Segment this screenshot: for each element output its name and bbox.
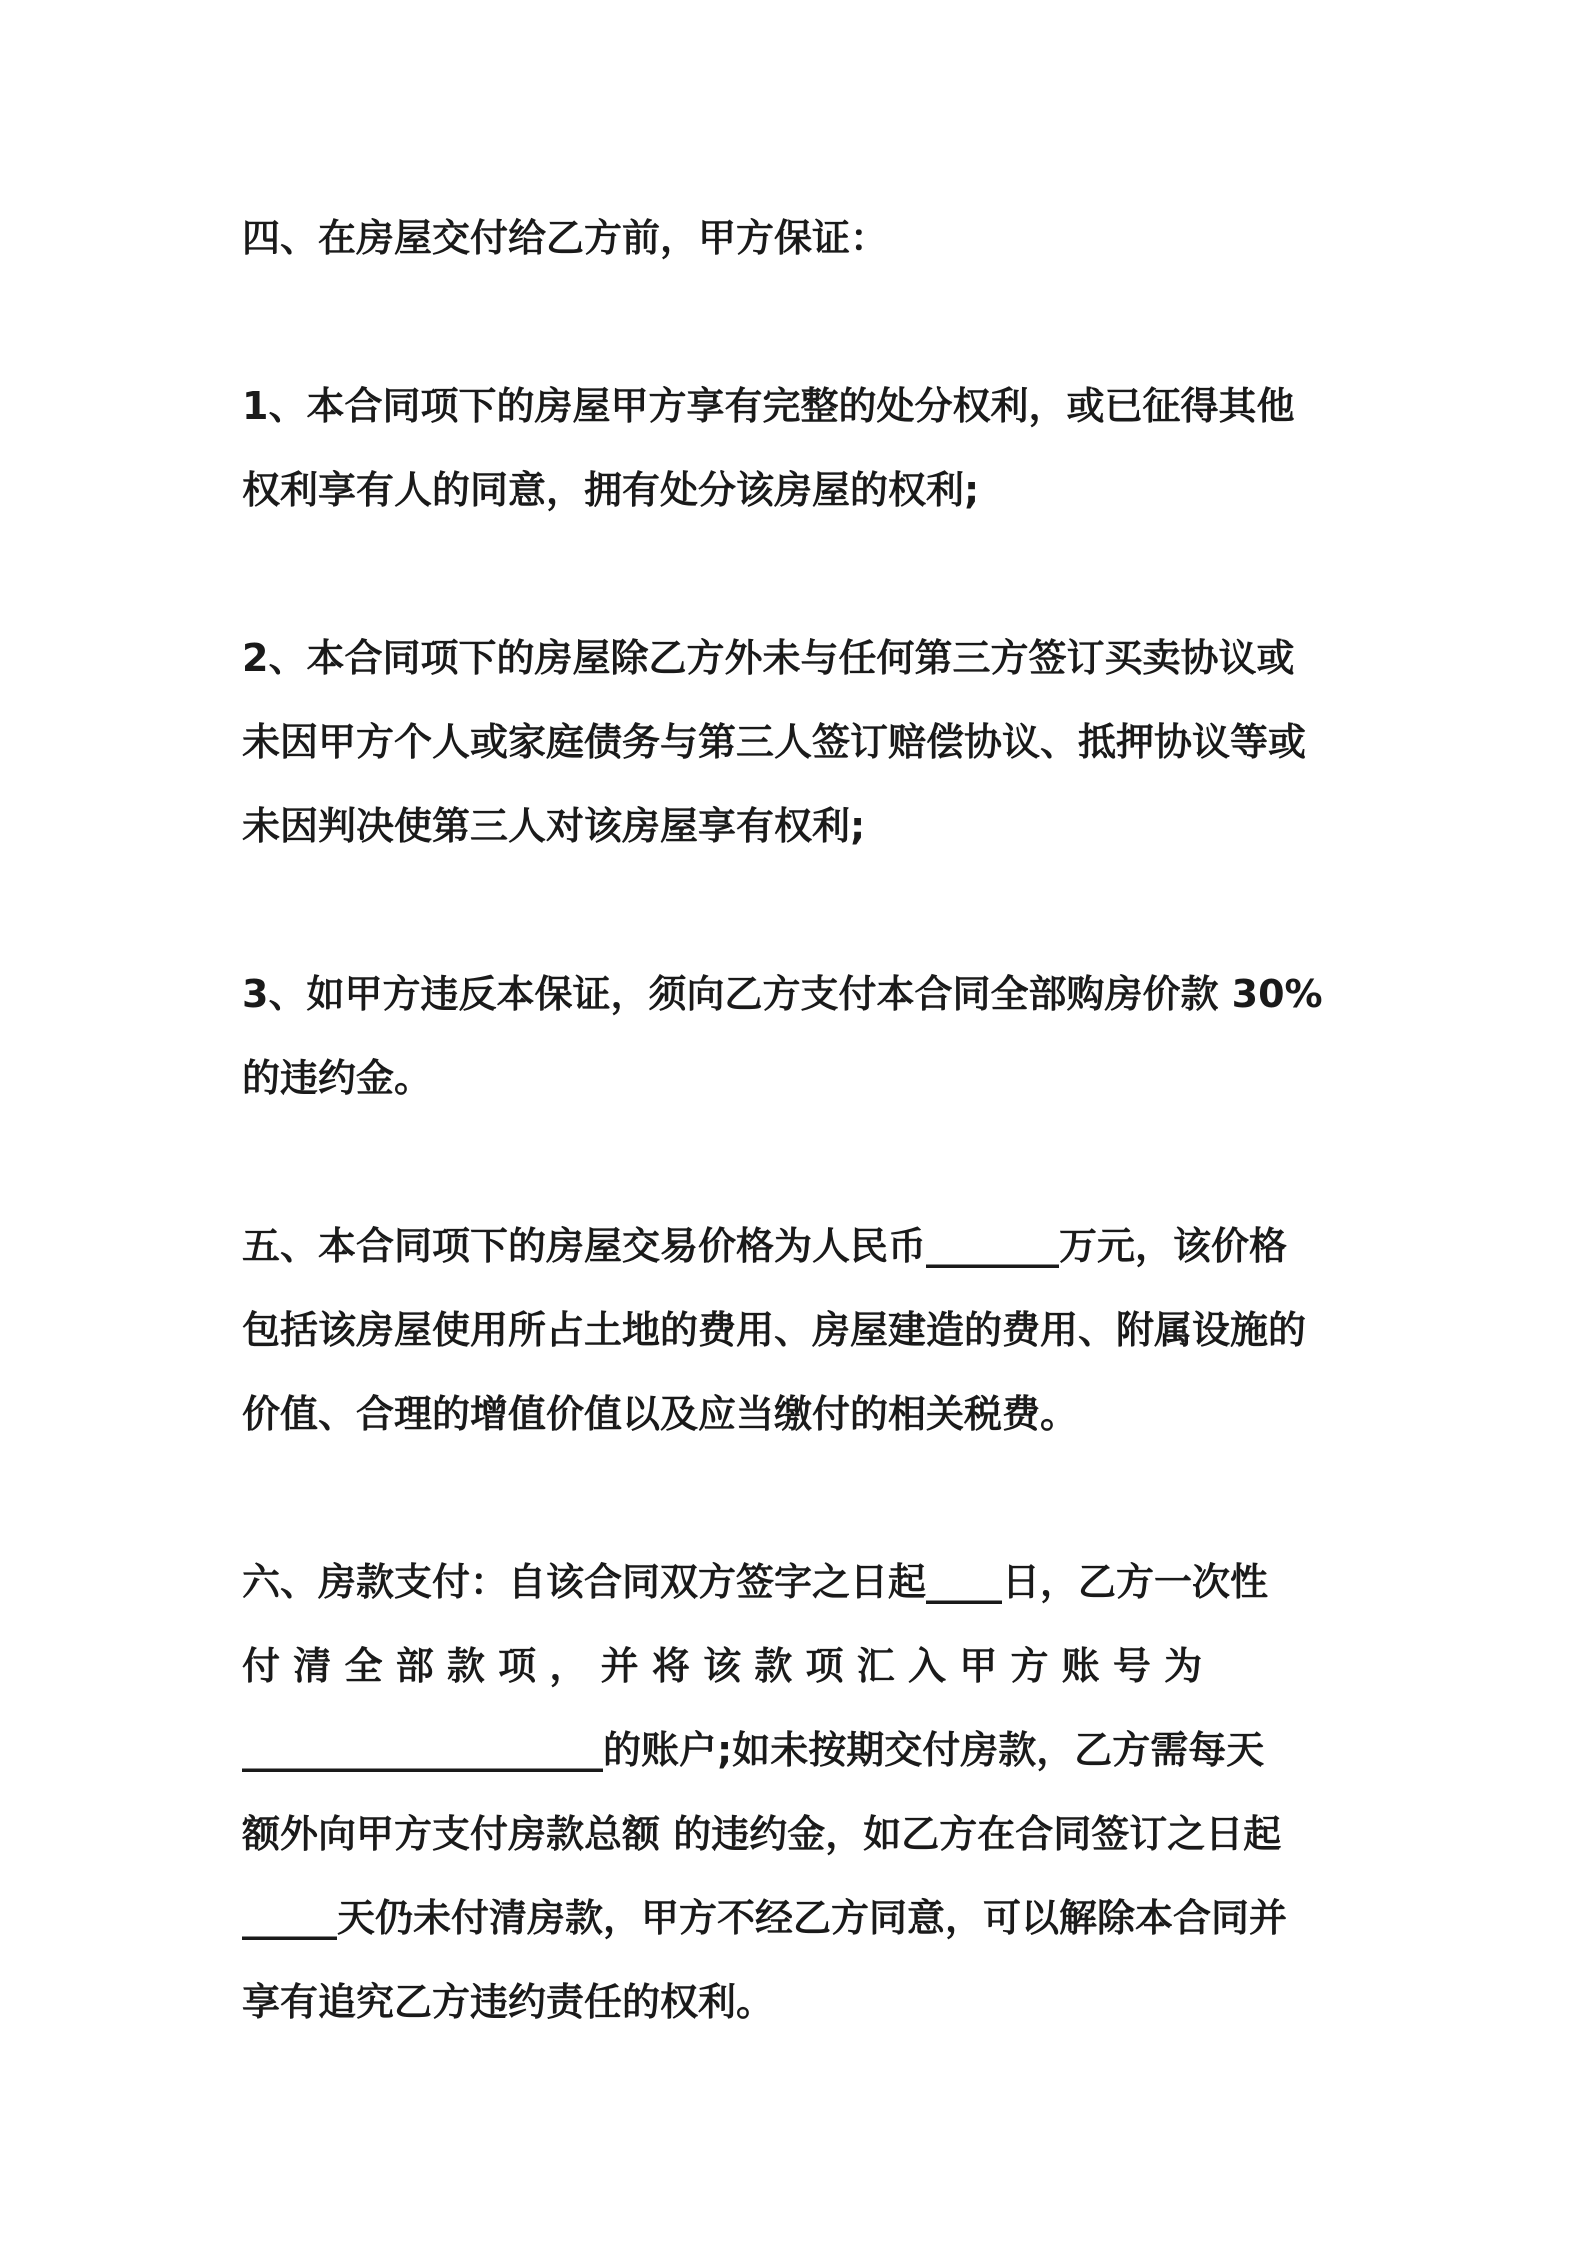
- text-line: 权利享有人的同意，拥有处分该房屋的权利;: [242, 468, 980, 512]
- section-4-item-2: [242, 616, 1350, 868]
- text-line: 3、如甲方违反本保证，须向乙方支付本合同全部购房价款 30%: [242, 972, 1323, 1016]
- text-line: 四、在房屋交付给乙方前，甲方保证：: [242, 216, 889, 260]
- text-line: 包括该房屋使用所占土地的费用、房屋建造的费用、附属设施的: [242, 1308, 1307, 1352]
- text-line: 价值、合理的增值价值以及应当缴付的相关税费。: [242, 1392, 1079, 1436]
- text-line: 享有追究乙方违约责任的权利。: [242, 1980, 775, 2024]
- text-line: 2、本合同项下的房屋除乙方外未与任何第三方签订买卖协议或: [242, 636, 1295, 680]
- text-line: 未因甲方个人或家庭债务与第三人签订赔偿协议、抵押协议等或: [242, 720, 1307, 764]
- text-line: 未因判决使第三人对该房屋享有权利;: [242, 804, 866, 848]
- text-line: 额外向甲方支付房款总额 的违约金，如乙方在合同签订之日起: [242, 1812, 1282, 1856]
- section-4-item-3: [242, 952, 1350, 1120]
- section-6: [242, 1540, 1350, 2044]
- section-5: [242, 1204, 1350, 1456]
- section-4-item-1: [242, 364, 1350, 532]
- text-line: 六、房款支付：自该合同双方签字之日起____日，乙方一次性: [242, 1560, 1269, 1604]
- text-line: 付 清 全 部 款 项 ， 并 将 该 款 项 汇 入 甲 方 账 号 为: [242, 1644, 1203, 1688]
- text-line: 的违约金。: [242, 1056, 433, 1100]
- text-line: 1、本合同项下的房屋甲方享有完整的处分权利，或已征得其他: [242, 384, 1295, 428]
- text-line: _____天仍未付清房款，甲方不经乙方同意，可以解除本合同并: [242, 1896, 1288, 1940]
- document-body: [242, 196, 1350, 2044]
- section-4-heading: [242, 196, 1350, 280]
- text-line: ___________________的账户;如未按期交付房款，乙方需每天: [242, 1728, 1265, 1772]
- text-line: 五、本合同项下的房屋交易价格为人民币_______万元，该价格: [242, 1224, 1288, 1268]
